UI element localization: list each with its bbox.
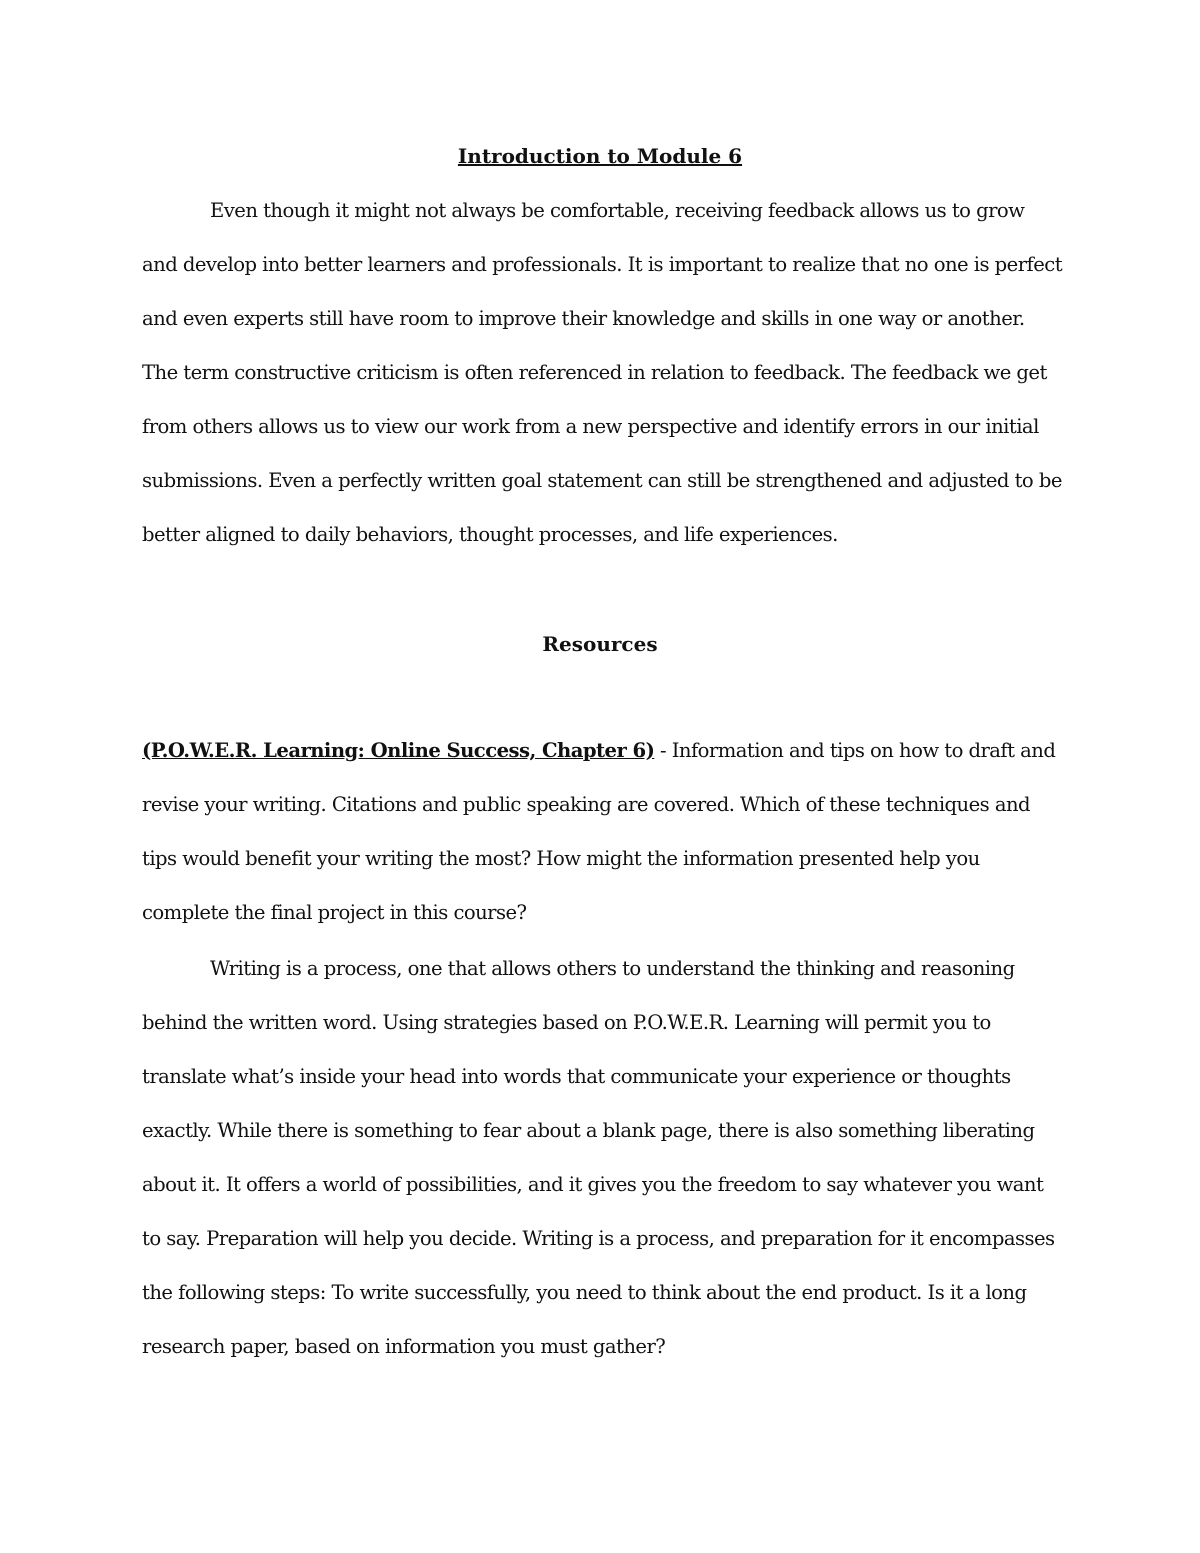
paragraph-line: and even experts still have room to improve their knowledge and skills in one way or another. <box>142 307 1025 330</box>
paragraph-line <box>142 724 1062 778</box>
paragraph-line <box>142 942 1062 996</box>
resources-heading: Resources <box>542 632 658 656</box>
paragraph-line: research paper, based on information you must gather? <box>142 1335 666 1358</box>
paragraph-line: better aligned to daily behaviors, thought processes, and life experiences. <box>142 523 838 546</box>
paragraph-line <box>142 184 1062 238</box>
paragraph-line: translate what’s inside your head into words that communicate your experience or thoughts <box>142 1065 1011 1088</box>
paragraph-line: about it. It offers a world of possibilities, and it gives you the freedom to say whatever you want <box>142 1173 1044 1196</box>
paragraph-line-text: Writing is a process, one that allows others to understand the thinking and reasoning <box>210 957 1015 980</box>
intro-paragraph <box>142 184 1062 562</box>
resource-paragraph <box>142 724 1062 940</box>
paragraph-line: revise your writing. Citations and public speaking are covered. Which of these techniques and <box>142 793 1031 816</box>
paragraph-line: from others allows us to view our work from a new perspective and identify errors in our initial <box>142 415 1039 438</box>
paragraph-line-text: Even though it might not always be comfortable, receiving feedback allows us to grow <box>210 199 1025 222</box>
paragraph-line: and develop into better learners and professionals. It is important to realize that no one is perfect <box>142 253 1063 276</box>
paragraph-line: to say. Preparation will help you decide. Writing is a process, and preparation for it encompasses <box>142 1227 1055 1250</box>
paragraph-line: submissions. Even a perfectly written goal statement can still be strengthened and adjusted to be <box>142 469 1062 492</box>
paragraph-line: behind the written word. Using strategies based on P.O.W.E.R. Learning will permit you to <box>142 1011 991 1034</box>
paragraph-line: tips would benefit your writing the most? How might the information presented help you <box>142 847 980 870</box>
paragraph-line-text: - Information and tips on how to draft and <box>654 739 1056 762</box>
writing-paragraph <box>142 942 1062 1374</box>
paragraph-line: complete the final project in this course? <box>142 901 527 924</box>
paragraph-line: exactly. While there is something to fear about a blank page, there is also something liberating <box>142 1119 1035 1142</box>
page-title: Introduction to Module 6 <box>457 144 743 168</box>
resource-link[interactable]: (P.O.W.E.R. Learning: Online Success, Chapter 6) <box>142 739 655 762</box>
paragraph-line: The term constructive criticism is often referenced in relation to feedback. The feedback we get <box>142 361 1047 384</box>
paragraph-line: the following steps: To write successfully, you need to think about the end product. Is it a long <box>142 1281 1027 1304</box>
